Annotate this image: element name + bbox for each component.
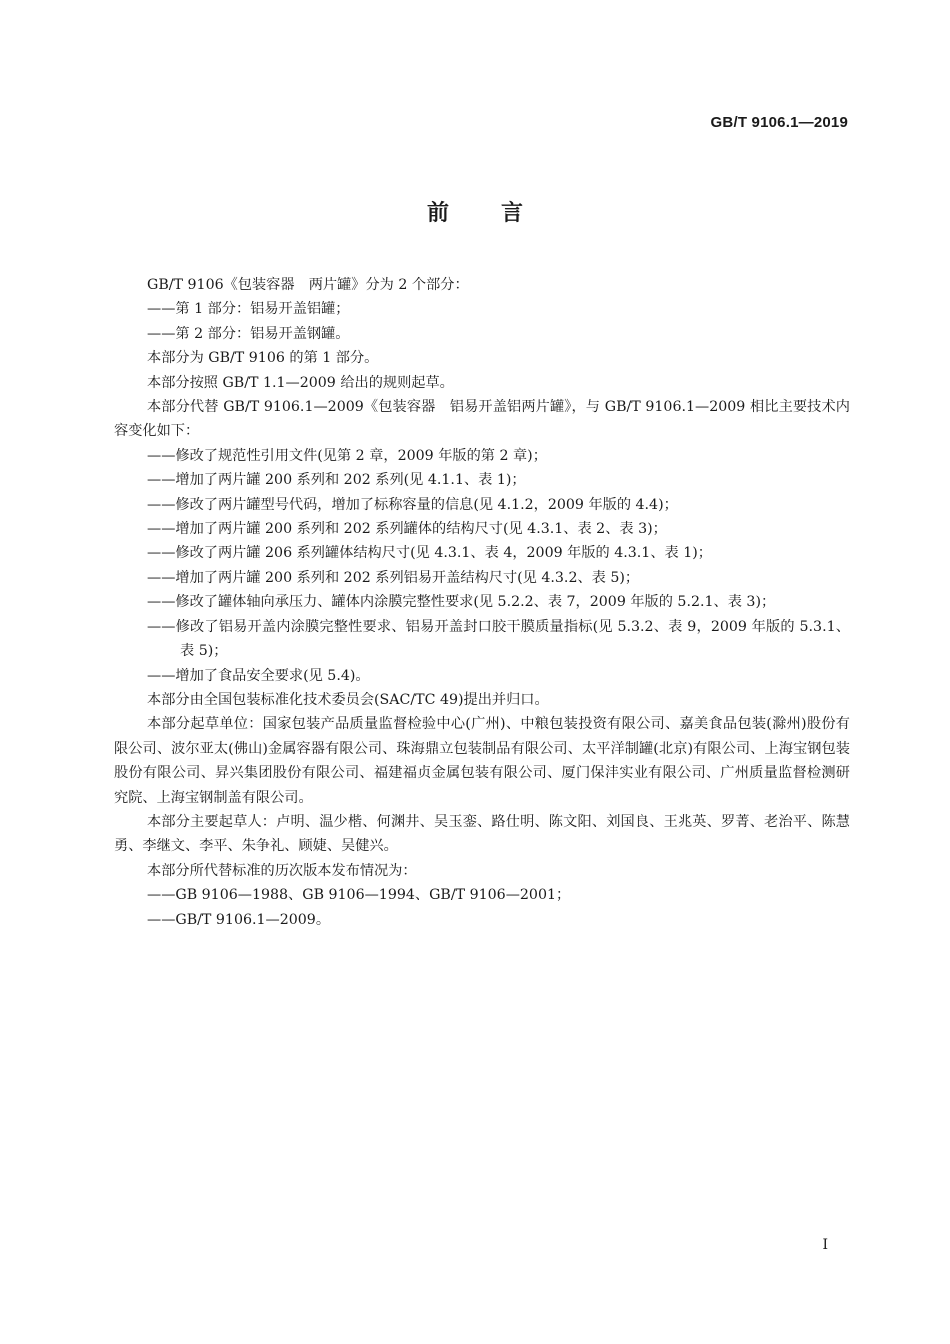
page-number: I (822, 1237, 828, 1253)
list-item: ——第 2 部分：铝易开盖钢罐。 (147, 325, 350, 342)
list-item: ——修改了规范性引用文件(见第 2 章，2009 年版的第 2 章)； (147, 447, 547, 464)
paragraph: 本部分起草单位：国家包装产品质量监督检验中心(广州)、中粮包装投资有限公司、嘉美食品包装(滁州)股份有限公司、波尔亚太(佛山)金属容器有限公司、珠海鼎立包装制品有限公司、太平洋制罐(北京)有限公司、上海宝钢包装股份有限公司、昇兴集团股份有限公司、福建福贞金属包装有限公司、厦门保沣实业有限公司、广州质量监督检测研究院、上海宝钢制盖有限公司。 (114, 716, 850, 806)
list-item: ——增加了两片罐 200 系列和 202 系列罐体的结构尺寸(见 4.3.1、表 2、表 3)； (147, 521, 667, 538)
paragraph: 本部分代替 GB/T 9106.1—2009《包装容器 铝易开盖铝两片罐》，与 GB/T 9106.1—2009 相比主要技术内容变化如下： (114, 399, 850, 440)
list-item: ——GB 9106—1988、GB 9106—1994、GB/T 9106—2001； (147, 887, 571, 904)
standard-number: GB/T 9106.1—2019 (710, 114, 848, 131)
list-item: ——增加了两片罐 200 系列和 202 系列(见 4.1.1、表 1)； (147, 472, 526, 489)
foreword-body (114, 273, 850, 932)
paragraph: 本部分所代替标准的历次版本发布情况为： (147, 862, 417, 879)
list-item: ——增加了两片罐 200 系列和 202 系列铝易开盖结构尺寸(见 4.3.2、表 5)； (147, 569, 640, 586)
list-item: ——修改了两片罐型号代码，增加了标称容量的信息(见 4.1.2，2009 年版的 4.4)； (147, 496, 678, 513)
paragraph: GB/T 9106《包装容器 两片罐》分为 2 个部分： (147, 277, 469, 293)
list-item: ——GB/T 9106.1—2009。 (147, 911, 331, 928)
list-item: ——修改了罐体轴向承压力、罐体内涂膜完整性要求(见 5.2.2、表 7，2009 年版的 5.2.1、表 3)； (147, 594, 776, 611)
page-title: 前言 (426, 201, 575, 226)
paragraph: 本部分为 GB/T 9106 的第 1 部分。 (147, 350, 379, 367)
paragraph: 本部分主要起草人：卢明、温少楷、何渊井、吴玉銮、路仕明、陈文阳、刘国良、王兆英、罗菁、老治平、陈慧勇、李继文、李平、朱争礼、顾婕、吴健兴。 (114, 813, 850, 855)
list-item: ——修改了两片罐 206 系列罐体结构尺寸(见 4.3.1、表 4，2009 年版的 4.3.1、表 1)； (147, 545, 712, 562)
list-item: ——增加了食品安全要求(见 5.4)。 (147, 667, 370, 684)
list-item: ——修改了铝易开盖内涂膜完整性要求、铝易开盖封口胶干膜质量指标(见 5.3.2、表 9，2009 年版的 5.3.1、表 5)； (147, 618, 850, 660)
paragraph: 本部分由全国包装标准化技术委员会(SAC/TC 49)提出并归口。 (147, 691, 549, 708)
paragraph: 本部分按照 GB/T 1.1—2009 给出的规则起草。 (147, 374, 454, 391)
list-item: ——第 1 部分：铝易开盖铝罐； (147, 301, 350, 318)
